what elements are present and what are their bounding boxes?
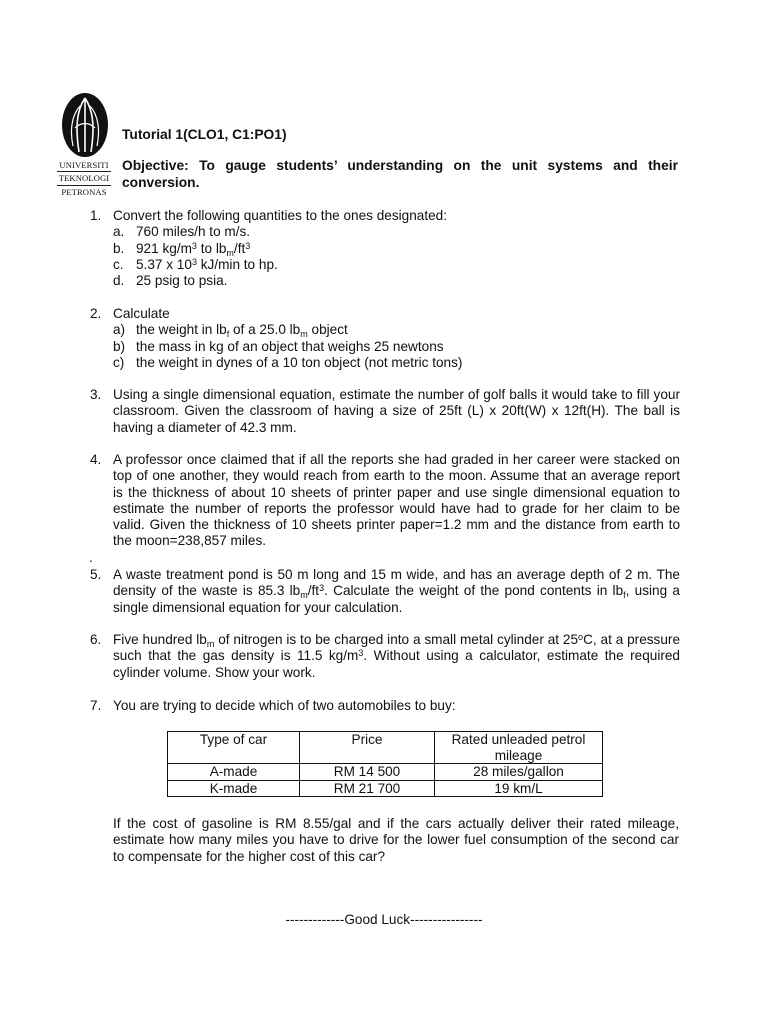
paragraph-line: If the cost of gasoline is RM 8.55/gal and if the cars actually deliver their rated mileage, [113,816,679,831]
objective-line-2: conversion. [122,174,200,190]
sub-item-a: a. 760 miles/h to m/s. [113,224,251,240]
sub-item-b: b. 921 $kg/m^3$ to $lb_m/ft^3$ [113,240,251,258]
question-line: Five hundred $lb_m$ of nitrogen is to be charged into a small metal cylinder at 25$^o$C, at a pressure [113,632,680,649]
question-line: top of one another, they would reach from earth to the moon. Assume that an average report [113,468,680,484]
sub-item-b: b) the mass in kg of an object that weighs 25 newtons [113,338,444,354]
question-line: Using a single dimensional equation, estimate the number of golf balls it would take to fill your [113,387,680,402]
logo-line-3: PETRONAS [61,186,107,197]
question-line: single dimensional equation for your calculation. [113,599,403,615]
table-cell: RM 21 700 [300,780,435,797]
sub-item-a: a) the weight in $lb_f$ of a 25.0 $lb_m$ object [113,322,348,340]
table-header-cell: Price [300,732,435,764]
question-line: is the thickness of about 10 sheets of printer paper and use single dimensional equation to [113,484,680,500]
question-line: valid. Given the thickness of 10 sheets printer paper=1.2 mm and the distance from earth to [113,517,680,533]
question-line: having a diameter of 42.3 mm. [113,419,297,435]
sub-item-c: c. 5.37 x $10^3$ kJ/min to hp. [113,256,278,272]
question-number: 5. [90,567,102,582]
question-number: 3. [90,387,102,402]
utp-emblem-icon [61,92,109,158]
stray-dot: . [89,550,93,565]
question-1 [90,208,680,289]
table-cell: K-made [168,780,300,797]
question-number: 4. [90,452,102,467]
table-cell: A-made [168,764,300,781]
question-number: 7. [90,698,102,713]
university-logo [55,92,115,197]
question-4 [90,452,680,550]
question-7 [90,698,680,714]
question-line: A waste treatment pond is 50 m long and 15 m wide, and has an average depth of 2 m. The [113,567,680,582]
table-row [168,764,603,781]
table-header-row [168,732,603,764]
table-header-cell: Rated unleaded petrol mileage [435,732,603,764]
table-cell: 19 km/L [435,780,603,797]
tutorial-title: Tutorial 1(CLO1, C1:PO1) [122,127,287,142]
table-cell: RM 14 500 [300,764,435,781]
question-line: the moon=238,857 miles. [113,533,267,549]
question-2 [90,306,680,371]
question-7-followup [113,816,679,865]
question-5 [90,567,680,616]
sub-item-c: c) the weight in dynes of a 10 ton object (not metric tons) [113,354,463,370]
question-text: Convert the following quantities to the ones designated: [113,208,448,223]
paragraph-line: to compensate for the higher cost of this car? [113,848,386,864]
question-text: Calculate [113,306,170,321]
good-luck-footer: -------------Good Luck---------------- [285,912,483,927]
question-line: estimate the number of reports the professor would have had to grade for her claim to be [113,500,680,516]
objective-line-1: Objective: To gauge students’ understanding on the unit systems and their [122,158,678,173]
question-text: You are trying to decide which of two automobiles to buy: [113,698,456,713]
question-6 [90,632,680,681]
question-3 [90,387,680,436]
paragraph-line: estimate how many miles you have to drive for the lower fuel consumption of the second car [113,832,679,848]
question-line: classroom. Given the classroom of having a size of 25ft (L) x 20ft(W) x 12ft(H). The ball is [113,403,680,419]
table-cell: 28 miles/gallon [435,764,603,781]
question-line: A professor once claimed that if all the reports she had graded in her career were stacked on [113,452,680,467]
question-number: 1. [90,208,102,223]
car-comparison-table [167,731,603,797]
objective [122,158,678,191]
logo-line-2: TEKNOLOGI [58,173,110,184]
logo-wordmark [55,160,113,197]
table-row [168,780,603,797]
question-line: cylinder volume. Show your work. [113,664,316,680]
question-line: such that the gas density is 11.5 $kg/m^3$. Without using a calculator, estimate the required [113,648,680,664]
sub-item-d: d. 25 psig to psia. [113,273,228,289]
logo-line-1: UNIVERSITI [59,160,109,170]
question-number: 2. [90,306,102,321]
question-number: 6. [90,632,102,647]
table-header-cell: Type of car [168,732,300,764]
question-line: density of the waste is 85.3 $lb_m/ft^3$. Calculate the weight of the pond contents in $lb_f$, using a [113,583,680,601]
